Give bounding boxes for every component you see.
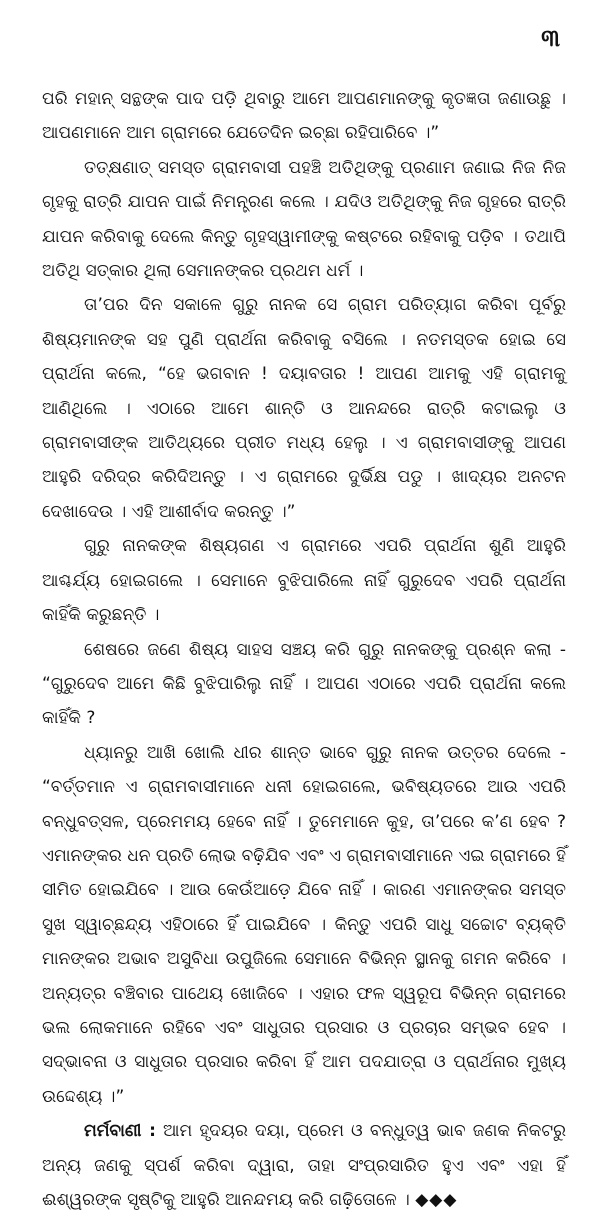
page-number: ୩ [541, 24, 560, 52]
moral-paragraph [42, 1114, 566, 1217]
diamond-ornament: ◆◆◆ [415, 1190, 458, 1210]
paragraph-2: ତତ୍କ୍ଷଣାତ୍ ସମସ୍ତ ଗ୍ରାମବାସୀ ପହଞ୍ଚି ଅତିଥିଙ୍କୁ ପ୍ରଣାମ ଜଣାଇ ନିଜ ନିଜ ଗୃହକୁ ରାତ୍ରି ଯାପନ ପାଇଁ ନିମନ୍ତ୍ରଣ କଲେ । ଯଦିଓ ଅତିଥିଙ୍କୁ ନିଜ ଗୃହରେ ରାତ୍ରି ଯାପନ କରିବାକୁ ଦେଲେ କିନ୍ତୁ ଗୃହସ୍ୱାମୀଙ୍କୁ କଷ୍ଟରେ ରହିବାକୁ ପଡ଼ିବ । ତଥାପି ଅତିଥି ସତ୍କାର ଥିଲା ସେମାନଙ୍କର ପ୍ରଥମ ଧର୍ମ । [42, 157, 566, 282]
paragraph-3: ତା’ପର ଦିନ ସକାଳେ ଗୁରୁ ନାନକ ସେ ଗ୍ରାମ ପରିତ୍ୟାଗ କରିବା ପୂର୍ବରୁ ଶିଷ୍ୟମାନଙ୍କ ସହ ପୁଣି ପ୍ରାର୍ଥନା କରିବାକୁ ବସିଲେ । ନତମସ୍ତକ ହୋଇ ସେ ପ୍ରାର୍ଥନା କଲେ, “ହେ ଭଗବାନ ! ଦୟାବତାର ! ଆପଣ ଆମକୁ ଏହି ଗ୍ରାମକୁ ଆଣିଥିଲେ । ଏଠାରେ ଆମେ ଶାନ୍ତି ଓ ଆନନ୍ଦରେ ରାତ୍ରି କଟାଇଲୁ ଓ ଗ୍ରାମବାସୀଙ୍କ ଆତିଥ୍ୟରେ ପ୍ରୀତ ମଧ୍ୟ ହେଲୁ । ଏ ଗ୍ରାମବାସୀଙ୍କୁ ଆପଣ ଆହୁରି ଦରିଦ୍ର କରିଦିଅନ୍ତୁ । ଏ ଗ୍ରାମରେ ଦୁର୍ଭିକ୍ଷ ପଡୁ । ଖାଦ୍ୟର ଅନଟନ ଦେଖାଦେଉ । ଏହି ଆଶୀର୍ବାଦ କରନ୍ତୁ ।” [42, 295, 566, 522]
body-text [42, 82, 566, 1217]
paragraph-6: ଧ୍ୟାନରୁ ଆଖି ଖୋଲି ଧୀର ଶାନ୍ତ ଭାବେ ଗୁରୁ ନାନକ ଉତ୍ତର ଦେଲେ - “ବର୍ତ୍ତମାନ ଏ ଗ୍ରାମବାସୀମାନେ ଧନୀ ହୋଇଗଲେ, ଭବିଷ୍ୟତରେ ଆଉ ଏପରି ବନ୍ଧୁବତ୍ସଳ, ପ୍ରେମମୟ ହେବେ ନାହିଁ । ତୁମେମାନେ କୁହ, ତା’ପରେ କ’ଣ ହେବ ? ଏମାନଙ୍କର ଧନ ପ୍ରତି ଲୋଭ ବଢ଼ିଯିବ ଏବଂ ଏ ଗ୍ରାମବାସୀମାନେ ଏଇ ଗ୍ରାମରେ ହିଁ ସୀମିତ ହୋଇଯିବେ । ଆଉ କେଉଁଆଡ଼େ ଯିବେ ନାହିଁ । କାରଣ ଏମାନଙ୍କର ସମସ୍ତ ସୁଖ ସ୍ୱାଚ୍ଛନ୍ଦ୍ୟ ଏହିଠାରେ ହିଁ ପାଇଯିବେ । କିନ୍ତୁ ଏପରି ସାଧୁ ସଚ୍ଚୋଟ ବ୍ୟକ୍ତି ମାନଙ୍କର ଅଭାବ ଅସୁବିଧା ଉପୁଜିଲେ ସେମାନେ ବିଭିନ୍ନ ସ୍ଥାନକୁ ଗମନ କରିବେ । ଅନ୍ୟତ୍ର ବଞ୍ଚିବାର ପାଥେୟ ଖୋଜିବେ । ଏହାର ଫଳ ସ୍ୱରୂପ ବିଭିନ୍ନ ଗ୍ରାମରେ ଭଲ ଲୋକମାନେ ରହିବେ ଏବଂ ସାଧୁତାର ପ୍ରସାର ଓ ପ୍ରଚାର ସମ୍ଭବ ହେବ । ସଦ୍ଭାବନା ଓ ସାଧୁତାର ପ୍ରସାର କରିବା ହିଁ ଆମ ପଦଯାତ୍ରା ଓ ପ୍ରାର୍ଥନାର ମୁଖ୍ୟ ଉଦ୍ଦେଶ୍ୟ ।” [42, 742, 566, 1107]
paragraph-4: ଗୁରୁ ନାନକଙ୍କ ଶିଷ୍ୟଗଣ ଏ ଗ୍ରାମରେ ଏପରି ପ୍ରାର୍ଥନା ଶୁଣି ଆହୁରି ଆଶ୍ଚର୍ଯ୍ୟ ହୋଇଗଲେ । ସେମାନେ ବୁଝିପାରିଲେ ନାହିଁ ଗୁରୁଦେବ ଏପରି ପ୍ରାର୍ଥନା କାହିଁକି କରୁଛନ୍ତି । [42, 536, 566, 626]
paragraph-1: ପରି ମହାନ୍ ସନ୍ଥଙ୍କ ପାଦ ପଡ଼ି ଥିବାରୁ ଆମେ ଆପଣମାନଙ୍କୁ କୃତଜ୍ଞତା ଜଣାଉଛୁ । ଆପଣମାନେ ଆମ ଗ୍ରାମରେ ଯେତେଦିନ ଇଚ୍ଛା ରହିପାରିବେ ।” [42, 89, 566, 144]
moral-text: ଆମ ହୃଦୟର ଦୟା, ପ୍ରେମ ଓ ବନ୍ଧୁତ୍ୱ ଭାବ ଜଣକ ନିକଟରୁ ଅନ୍ୟ ଜଣକୁ ସ୍ପର୍ଶ କରିବା ଦ୍ୱାରା, ତାହା ସଂପ୍ରସାରିତ ହୁଏ ଏବଂ ଏହା ହିଁ ଈଶ୍ୱରଙ୍କ ସୃଷ୍ଟିକୁ ଆହୁରି ଆନନ୍ଦମୟ କରି ଗଢ଼ିତୋଳେ । [42, 1121, 566, 1210]
moral-label: ମର୍ମବାଣୀ : [84, 1121, 156, 1142]
paragraph-5: ଶେଷରେ ଜଣେ ଶିଷ୍ୟ ସାହସ ସଞ୍ଚୟ କରି ଗୁରୁ ନାନକଙ୍କୁ ପ୍ରଶ୍ନ କଲା - “ଗୁରୁଦେବ ଆମେ କିଛି ବୁଝିପାରିଲୁ ନାହିଁ । ଆପଣ ଏଠାରେ ଏପରି ପ୍ରାର୍ଥନା କଲେ କାହିଁକି ? [42, 639, 566, 729]
